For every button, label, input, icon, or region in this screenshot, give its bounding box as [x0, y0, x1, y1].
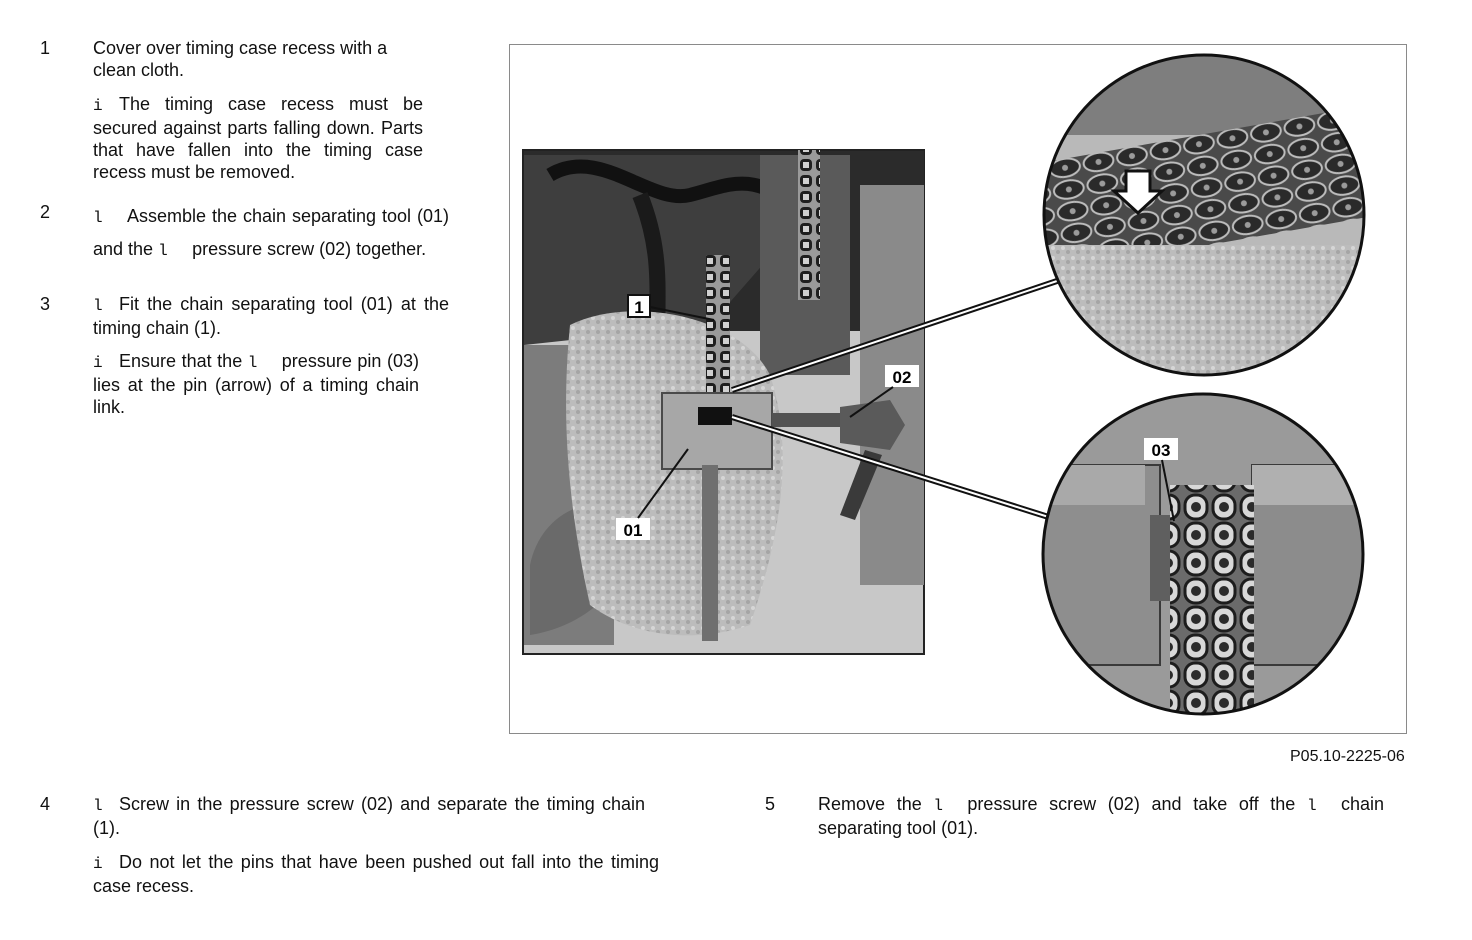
step-1-number: 1 — [40, 38, 51, 58]
step-3-text — [93, 293, 449, 339]
svg-text:01: 01 — [623, 521, 643, 540]
step-4-number: 4 — [40, 794, 51, 814]
svg-text:03: 03 — [1151, 441, 1171, 460]
step-3-note-b: pressure pin (03) lies at the pin (arrow) of a timing chain link. — [93, 351, 419, 417]
detail-chain-pin — [1033, 55, 1377, 385]
step-2-icon-2: l — [158, 242, 168, 260]
step-5-icon-2: l — [1306, 797, 1317, 815]
step-3-icon: l — [93, 297, 103, 315]
step-1-note — [93, 93, 423, 183]
info-icon: i — [93, 97, 103, 115]
step-2-icon: l — [93, 209, 103, 227]
step-5-number: 5 — [765, 794, 776, 814]
step-2-number: 2 — [40, 202, 51, 222]
figure-illustration — [510, 45, 1406, 733]
step-3-note-a: Ensure that the — [119, 351, 243, 371]
step-1-text: Cover over timing case recess with a clean cloth. — [93, 38, 388, 80]
step-4-note — [93, 851, 659, 897]
figure-caption: P05.10-2225-06 — [1290, 748, 1405, 765]
engine-photo — [523, 150, 924, 654]
step-4-icon: l — [93, 797, 103, 815]
step-2-text — [93, 201, 449, 267]
step-1-note-text: The timing case recess must be secured against parts falling down. Parts that have fallen into the timing case recess must be removed. — [93, 94, 423, 182]
step-3-note-icon: l — [247, 354, 258, 372]
step-2-text-b: pressure screw (02) together. — [192, 239, 427, 259]
step-4-text-body: Screw in the pressure screw (02) and separate the timing chain (1). — [93, 794, 645, 838]
info-icon: i — [93, 855, 103, 873]
svg-text:1: 1 — [634, 298, 644, 317]
svg-text:02: 02 — [892, 368, 912, 387]
step-3-text-body: Fit the chain separating tool (01) at the timing chain (1). — [93, 294, 449, 338]
step-5-text — [818, 793, 1384, 839]
step-5-text-c: chain separating tool (01). — [818, 794, 1384, 838]
step-5-text-a: Remove the — [818, 794, 922, 814]
figure-frame — [509, 44, 1407, 734]
info-icon: i — [93, 354, 103, 372]
step-3-note — [93, 350, 419, 418]
step-5-text-b: pressure screw (02) and take off the — [967, 794, 1296, 814]
step-2-text-a: Assemble the chain separating tool (01) and the — [93, 206, 449, 259]
step-5-icon: l — [933, 797, 944, 815]
step-4-text — [93, 793, 645, 839]
step-3-number: 3 — [40, 294, 51, 314]
step-4-note-text: Do not let the pins that have been pushed out fall into the timing case recess. — [93, 852, 659, 896]
